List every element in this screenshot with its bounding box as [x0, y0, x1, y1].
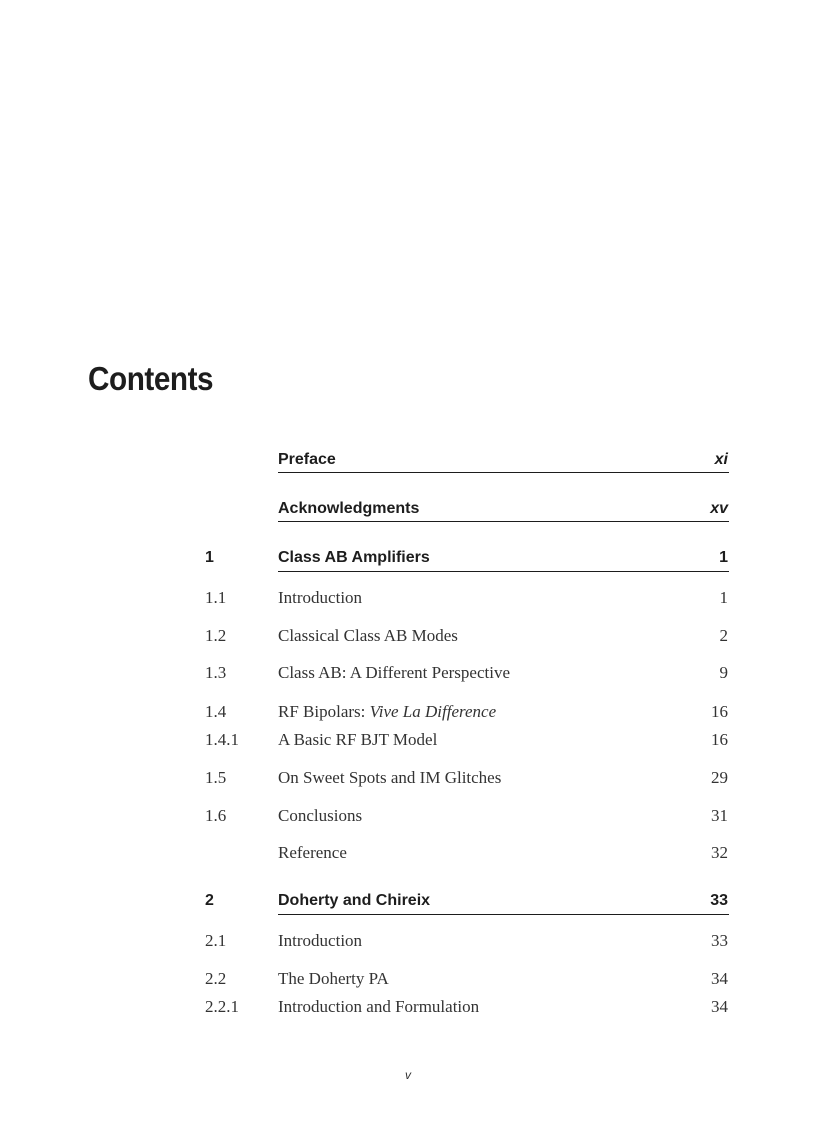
toc-page: 16	[711, 702, 728, 721]
toc-label: Reference	[278, 843, 347, 862]
toc-page: 2	[719, 626, 728, 645]
toc-page: 9	[719, 663, 728, 682]
toc-label: Conclusions	[278, 806, 363, 825]
toc-page: xv	[710, 500, 728, 517]
toc-number: 1.5	[205, 768, 227, 787]
toc-label: Acknowledgments	[278, 500, 420, 517]
toc-page: 32	[711, 843, 728, 862]
page-number: v	[405, 1068, 411, 1082]
toc-label: Preface	[278, 451, 336, 468]
toc-page: 34	[711, 969, 728, 988]
toc-label: Classical Class AB Modes	[278, 626, 458, 645]
toc-page: 1	[719, 549, 728, 566]
heading-rule	[278, 521, 729, 522]
toc-label: Class AB: A Different Perspective	[278, 663, 510, 682]
toc-label: Introduction and Formulation	[278, 997, 480, 1016]
toc-label: Introduction	[278, 588, 363, 607]
toc-page: 16	[711, 730, 728, 749]
toc-number: 1.1	[205, 588, 227, 607]
page-title: Contents	[88, 360, 214, 397]
toc-label: On Sweet Spots and IM Glitches	[278, 768, 502, 787]
heading-rule	[278, 472, 729, 473]
toc-label: Introduction	[278, 931, 363, 950]
toc-page: 33	[710, 892, 728, 909]
toc-label: Class AB Amplifiers	[278, 549, 430, 566]
toc-label	[278, 702, 496, 722]
toc-page: 31	[711, 806, 728, 825]
toc-label: Doherty and Chireix	[278, 892, 431, 909]
toc-page: 34	[711, 997, 728, 1016]
toc-number: 2	[205, 892, 214, 909]
toc-number: 1.4	[205, 702, 227, 721]
toc-number: 1.4.1	[205, 730, 239, 749]
toc-number: 1.2	[205, 626, 227, 645]
toc-page: 1	[719, 588, 728, 607]
toc-number: 2.1	[205, 931, 227, 950]
heading-rule	[278, 571, 729, 572]
toc-page: 29	[711, 768, 728, 787]
toc-label: A Basic RF BJT Model	[278, 730, 438, 749]
toc-page: xi	[714, 451, 728, 468]
toc-number: 1.3	[205, 663, 227, 682]
toc-number: 2.2	[205, 969, 227, 988]
toc-number: 1	[205, 549, 214, 566]
toc-label-italic: Vive La Difference	[369, 702, 497, 721]
toc-page: 33	[711, 931, 728, 950]
heading-rule	[278, 914, 729, 915]
toc-label: The Doherty PA	[278, 969, 389, 988]
toc-label-roman: RF Bipolars:	[278, 702, 370, 721]
toc-number: 1.6	[205, 806, 227, 825]
toc-number: 2.2.1	[205, 997, 239, 1016]
